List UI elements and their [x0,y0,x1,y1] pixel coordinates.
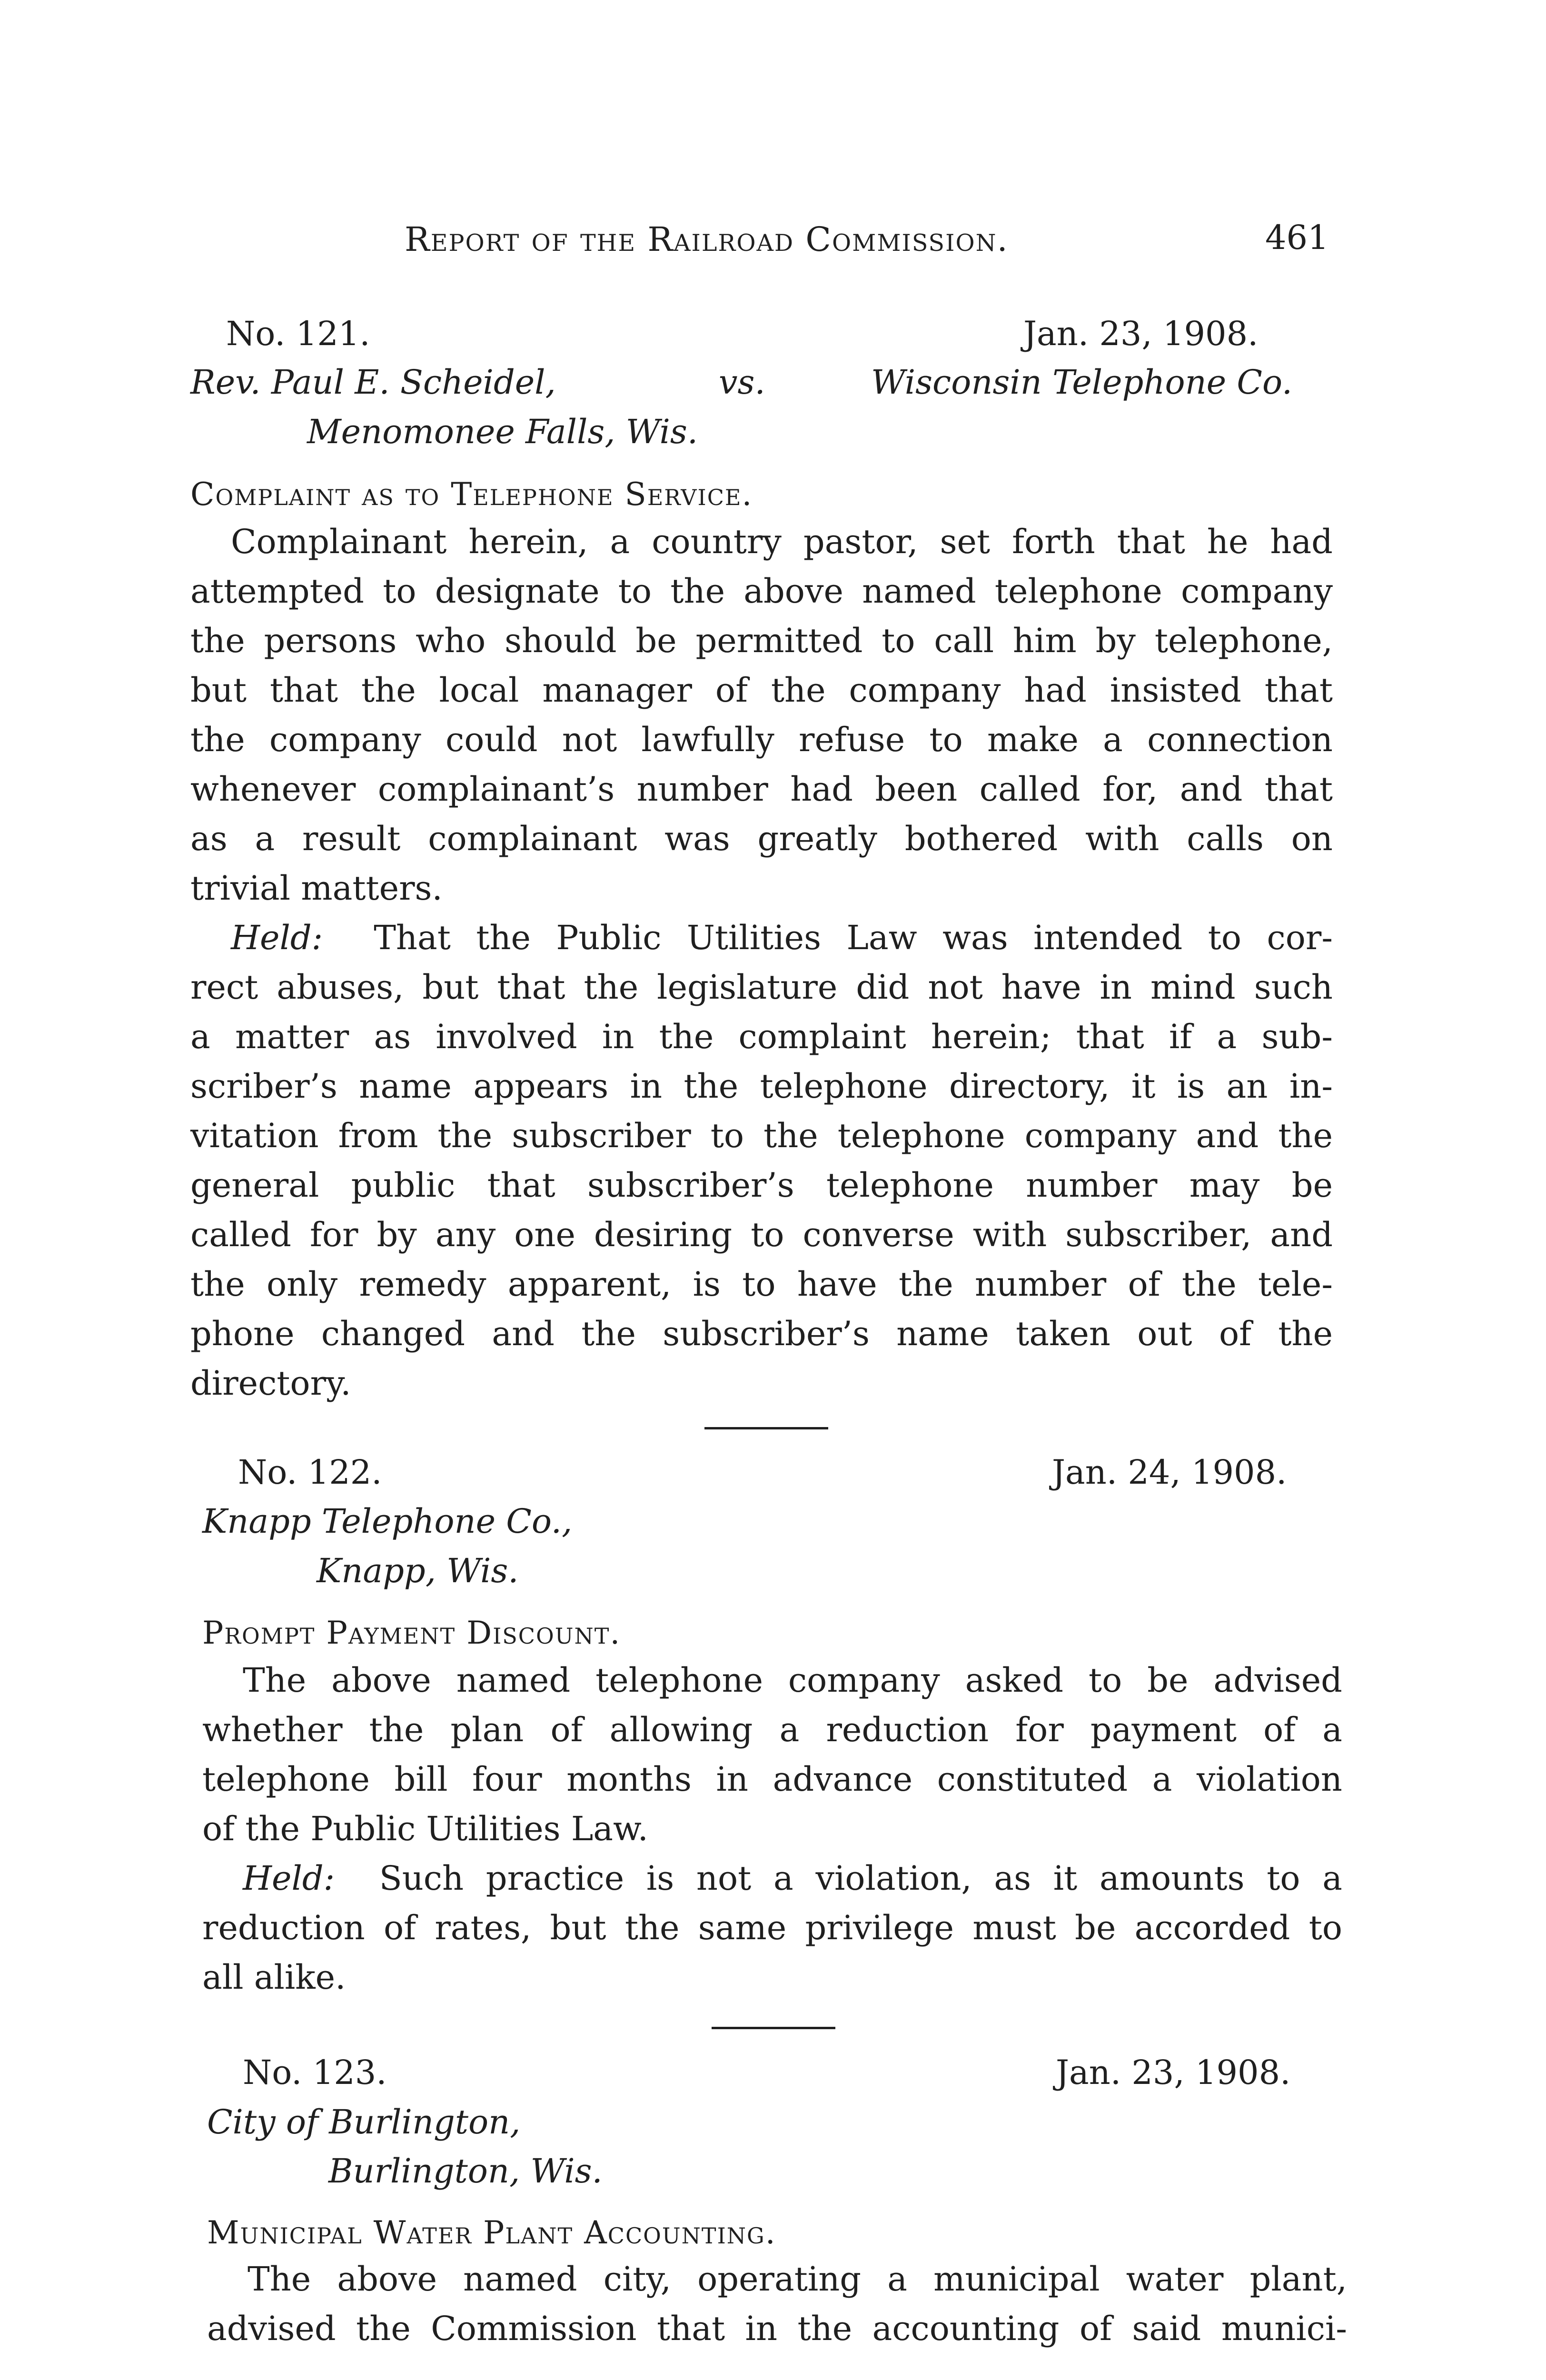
held-label: Held: [231,918,323,957]
held-paragraph [190,913,1333,1408]
case-date: Jan. 23, 1908. [1023,314,1259,353]
held-line: vitation from the subscriber to the telephone company and the [190,1116,1333,1155]
complainant-location: Burlington, Wis. [328,2152,603,2191]
page-number: 461 [1265,218,1329,257]
case-number: No. 123. [243,2053,387,2092]
section-divider [704,1427,828,1429]
complainant-name: Knapp Telephone Co., [202,1502,573,1541]
held-line: scriber’s name appears in the telephone directory, it is an in- [190,1067,1333,1106]
body-line: telephone bill four months in advance constituted a violation [202,1760,1342,1799]
body-line: the company could not lawfully refuse to make a connection [190,720,1333,759]
body-line: attempted to designate to the above named telephone company [190,572,1333,611]
complainant-location: Knapp, Wis. [317,1551,519,1590]
respondent-name: Wisconsin Telephone Co. [871,363,1293,402]
running-header-title: Report of the Railroad Commission. [405,220,1009,259]
case-number: No. 122. [238,1453,382,1492]
case-title: Municipal Water Plant Accounting. [207,2214,776,2251]
held-line: phone changed and the subscriber’s name taken out of the [190,1314,1333,1353]
complainant-name: City of Burlington, [207,2102,521,2142]
body-line: trivial matters. [190,869,443,908]
complainant-name: Rev. Paul E. Scheidel, [190,363,556,402]
held-line: That the Public Utilities Law was intended to cor- [374,918,1333,957]
held-line: Such practice is not a violation, as it amounts to a [379,1859,1342,1898]
section-divider [712,2027,835,2029]
body-line: whenever complainant’s number had been called for, and that [190,770,1333,809]
case-number: No. 121. [226,314,370,353]
case-title: Complaint as to Telephone Service. [190,476,753,513]
complainant-location: Menomonee Falls, Wis. [307,412,698,451]
held-line: rect abuses, but that the legislature did not have in mind such [190,968,1333,1007]
held-line: called for by any one desiring to converse with subscriber, and [190,1215,1333,1254]
body-line: Complainant herein, a country pastor, set forth that he had [231,522,1333,561]
held-paragraph [202,1854,1342,2002]
held-line: the only remedy apparent, is to have the number of the tele- [190,1265,1333,1304]
held-line: general public that subscriber’s telephone number may be [190,1166,1333,1205]
body-line: but that the local manager of the company had insisted that [190,671,1333,710]
case-date: Jan. 23, 1908. [1056,2053,1291,2092]
case-body [207,2254,1347,2353]
held-line: a matter as involved in the complaint herein; that if a sub- [190,1017,1333,1056]
body-line: whether the plan of allowing a reduction for payment of a [202,1710,1342,1749]
body-line: as a result complainant was greatly bothered with calls on [190,819,1333,858]
case-body [202,1656,1342,1854]
body-line: advised the Commission that in the accounting of said munici- [207,2309,1347,2348]
held-line: reduction of rates, but the same privilege must be accorded to [202,1908,1342,1947]
versus-label: vs. [719,363,765,402]
held-label: Held: [243,1859,335,1898]
held-line: all alike. [202,1958,346,1997]
body-line: of the Public Utilities Law. [202,1809,648,1848]
case-body [190,517,1333,913]
case-date: Jan. 24, 1908. [1052,1453,1287,1492]
case-title: Prompt Payment Discount. [202,1615,621,1651]
body-line: The above named city, operating a municipal water plant, [248,2260,1347,2299]
body-line: the persons who should be permitted to call him by telephone, [190,621,1333,660]
body-line: The above named telephone company asked to be advised [243,1661,1342,1700]
held-line: directory. [190,1364,351,1403]
